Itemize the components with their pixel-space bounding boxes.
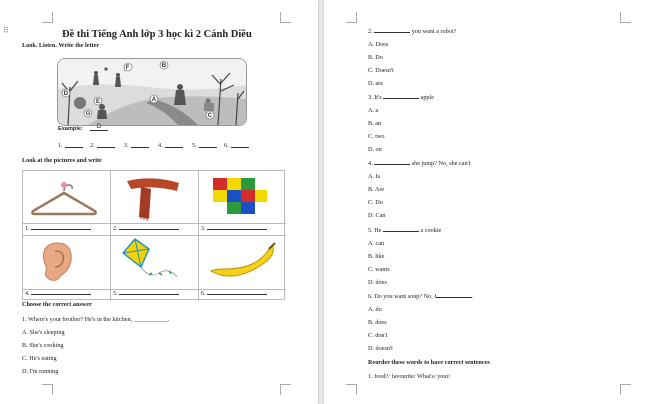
park-scene-icon [58, 59, 246, 125]
question-4: 4. she jump? No, she can't [368, 160, 471, 167]
answer-number: 6. [224, 142, 229, 149]
scene-letter: A [151, 97, 157, 103]
answer-blank[interactable] [165, 147, 183, 148]
cell-number: 1. [25, 226, 91, 232]
cell-number: 4. [25, 291, 91, 297]
crop-mark [280, 384, 291, 395]
hanger-icon [29, 179, 99, 219]
crop-mark [620, 12, 631, 23]
q4-option-d[interactable]: D. Can [368, 212, 386, 219]
q5-option-c[interactable]: C. wants [368, 266, 390, 273]
banana-icon [205, 241, 281, 285]
question-6: 6. Do you want soup? No, I . [368, 293, 474, 300]
option-b[interactable]: B. She's cooking [22, 342, 64, 349]
crop-mark [620, 384, 631, 395]
answer-number: 2. [90, 142, 95, 149]
question-2: 2. you want a robot? [368, 28, 457, 35]
cell-number: 6. [201, 291, 267, 297]
drag-handle-icon[interactable]: ⠿ [3, 26, 10, 35]
q3-option-a[interactable]: A. a [368, 107, 379, 114]
section-heading-reorder: Reorder these words to have correct sentences [368, 359, 490, 366]
q5-option-b[interactable]: B. like [368, 253, 385, 260]
scene-letter: B [161, 63, 167, 69]
crop-mark [280, 12, 291, 23]
scene-letter: C [207, 113, 213, 119]
q4-option-b[interactable]: B. Are [368, 186, 385, 193]
q3-option-c[interactable]: C. two [368, 133, 385, 140]
option-c[interactable]: C. He's eating [22, 355, 57, 362]
document-page-1 [0, 0, 318, 404]
picture-grid [22, 170, 285, 300]
q4-option-c[interactable]: C. Do [368, 199, 383, 206]
answer-blank[interactable] [97, 147, 115, 148]
answer-number: 4. [158, 142, 163, 149]
example-answer: D [90, 124, 108, 131]
q3-option-d[interactable]: D. on [368, 146, 382, 153]
reorder-item-1: 1. food?/ favourite/ What's/ your/ [368, 373, 451, 380]
section-heading-listen: Look. Listen. Write the letter [22, 42, 100, 49]
scene-letter: E [96, 99, 101, 105]
question-3: 3. It's apple [368, 94, 434, 101]
crop-mark [42, 384, 53, 395]
question-1: 1. Where's your brother? He's in the kitchen, ___________. [22, 316, 170, 323]
ear-icon [37, 239, 77, 285]
q2-option-b[interactable]: B. Do [368, 54, 383, 61]
q5-option-a[interactable]: A. can [368, 240, 385, 247]
cell-number: 2. [113, 226, 179, 232]
cell-number: 3. [201, 226, 267, 232]
crop-mark [346, 384, 357, 395]
section-heading-choose: Choose the correct answer [22, 301, 92, 308]
answer-number: 1. [58, 142, 63, 149]
q2-option-a[interactable]: A. Does [368, 41, 389, 48]
q6-option-b[interactable]: B. does [368, 319, 387, 326]
listening-scene-image [57, 58, 247, 126]
scarf-icon [121, 175, 185, 221]
q6-option-a[interactable]: A. do [368, 306, 382, 313]
q4-option-a[interactable]: A. Is [368, 173, 381, 180]
question-5: 5. He a cookie [368, 227, 442, 234]
option-a[interactable]: A. She's sleeping [22, 329, 65, 336]
option-d[interactable]: D. I'm running [22, 368, 59, 375]
cell-number: 5. [113, 291, 179, 297]
scene-letter: G [85, 111, 91, 117]
q2-option-d[interactable]: D. are [368, 80, 384, 87]
example-label: Example: [58, 126, 83, 132]
q5-option-d[interactable]: D. does [368, 279, 387, 286]
kite-icon [119, 237, 185, 287]
answer-number: 5. [192, 142, 197, 149]
crop-mark [42, 12, 53, 23]
section-heading-pictures: Look at the pictures and write [22, 157, 102, 164]
document-page-2 [324, 0, 650, 404]
answer-blank[interactable] [65, 147, 83, 148]
scene-letter: D [63, 91, 69, 97]
q2-option-c[interactable]: C. Doesn't [368, 67, 394, 74]
q3-option-b[interactable]: B. an [368, 120, 382, 127]
answer-blank[interactable] [131, 147, 149, 148]
answer-number: 3. [124, 142, 129, 149]
puzzle-icon [209, 174, 271, 220]
answer-blank[interactable] [199, 147, 217, 148]
crop-mark [346, 12, 357, 23]
page-title: Đề thi Tiếng Anh lớp 3 học kì 2 Cánh Diều [62, 29, 252, 40]
q6-option-d[interactable]: D. doesn't [368, 345, 393, 352]
scene-letter: F [125, 65, 130, 71]
answer-blank[interactable] [231, 147, 249, 148]
q6-option-c[interactable]: C. don't [368, 332, 388, 339]
